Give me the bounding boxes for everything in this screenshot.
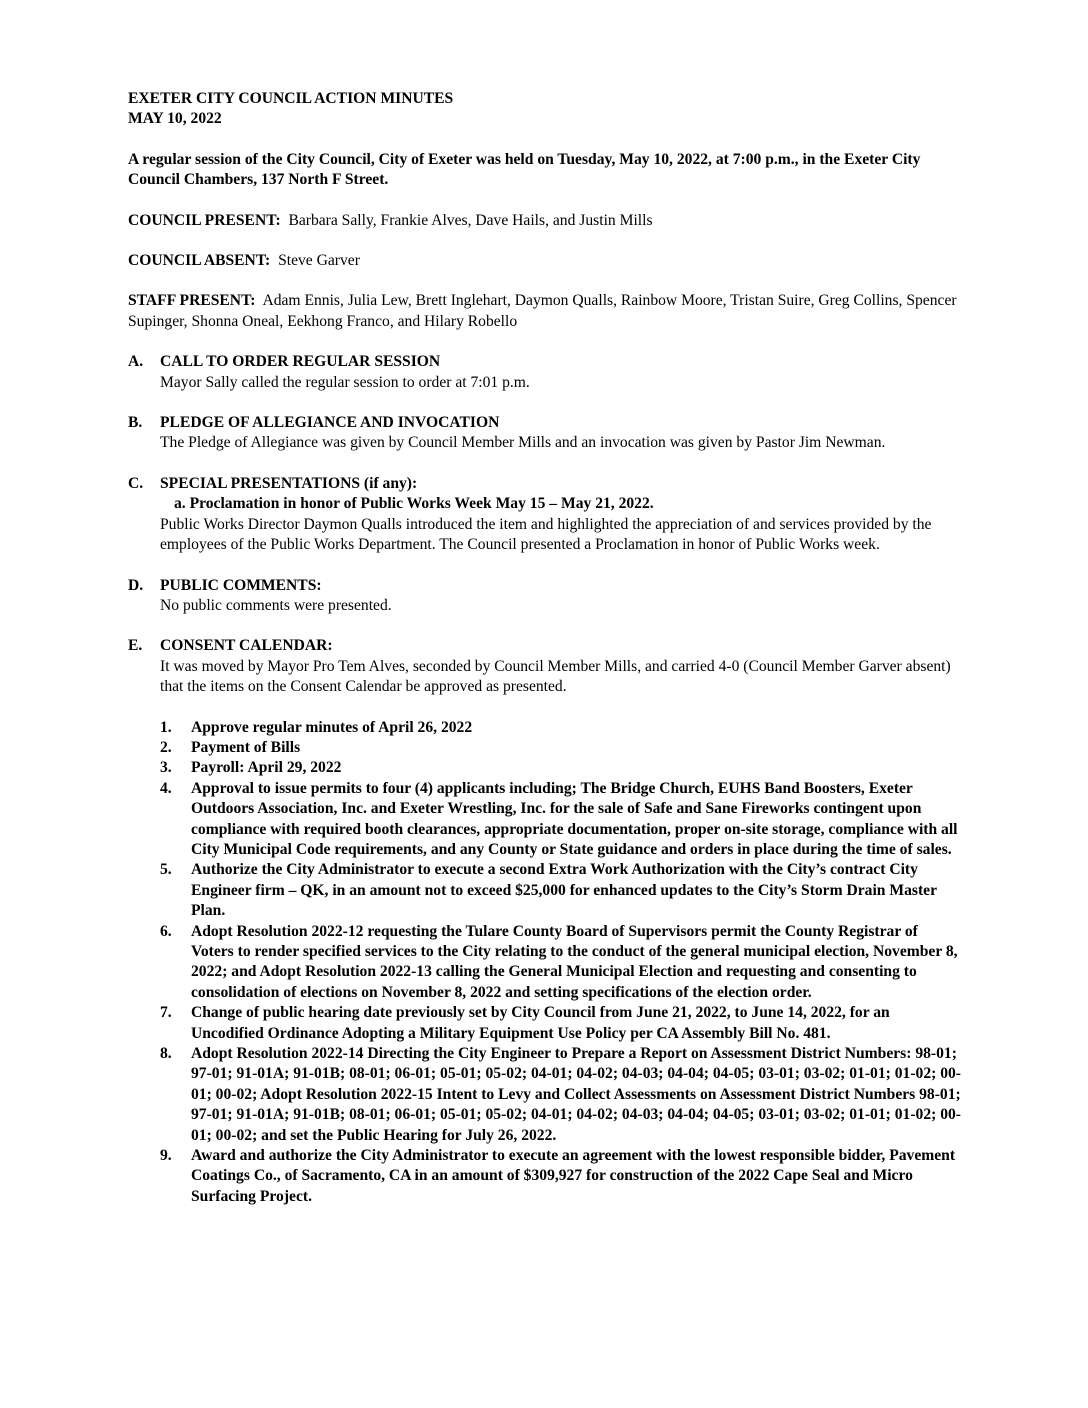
item-text: Payment of Bills [191,738,301,756]
section-d-title: PUBLIC COMMENTS: [160,576,322,594]
section-c-letter: C. [128,474,144,492]
proclamation-subheading: a. Proclamation in honor of Public Works Week May 15 – May 21, 2022. [174,495,654,513]
council-absent [128,251,964,271]
title-line-1: EXETER CITY COUNCIL ACTION MINUTES [128,90,454,107]
section-b [128,413,964,454]
item-number: 6. [160,922,172,940]
council-absent-label: COUNCIL ABSENT: [128,252,271,270]
item-number: 2. [160,738,172,756]
staff-present-label: STAFF PRESENT: [128,292,256,310]
section-c [128,474,964,556]
section-d-heading [128,576,964,596]
item-text: Authorize the City Administrator to execute a second Extra Work Authorization with the City’s contract City Engineer firm – QK, in an amount not to exceed $25,000 for enhanced updates to the City’s Storm Drain Master Plan. [191,861,937,920]
consent-calendar-list [160,718,964,1208]
section-e [128,636,964,1207]
item-number: 1. [160,718,172,736]
section-a-title: CALL TO ORDER REGULAR SESSION [160,353,441,371]
list-item [160,738,964,758]
item-number: 8. [160,1045,172,1063]
item-text: Adopt Resolution 2022-14 Directing the City Engineer to Prepare a Report on Assessment District Numbers: 98-01; 97-01; 91-01A; 91-01B; 08-01; 06-01; 05-01; 05-02; 04-01; 04-02; 04-03; 04-04; 04-05; 03-01; 03-02; 01-01; 01-02; 00-01; 00-02; Adopt Resolution 2022-15 Intent to Levy and Collect Assessments on Assessment District Numbers 98-01; 97-01; 91-01A; 91-01B; 08-01; 06-01; 05-01; 05-02; 04-01; 04-02; 04-03; 04-04; 04-05; 03-01; 03-02; 01-01; 01-02; 00-01; 00-02; and set the Public Hearing for July 26, 2022. [191,1045,961,1144]
section-e-body: It was moved by Mayor Pro Tem Alves, seconded by Council Member Mills, and carried 4-0 (Council Member Garver absent) that the items on the Consent Calendar be approved as presented. [160,657,951,696]
section-c-heading [128,474,964,494]
item-text: Approve regular minutes of April 26, 2022 [191,718,473,736]
item-text: Award and authorize the City Administrator to execute an agreement with the lowest responsible bidder, Pavement Coatings Co., of Sacramento, CA in an amount of $309,927 for construction of the 2022 Cape Seal and Micro Surfacing Project. [191,1147,956,1205]
council-present [128,211,964,231]
list-item [160,1003,964,1044]
session-intro: A regular session of the City Council, City of Exeter was held on Tuesday, May 10, 2022, at 7:00 p.m., in the Exeter City Council Chambers, 137 North F Street. [128,150,921,189]
item-number: 3. [160,759,172,777]
section-c-content [160,494,964,555]
document-title [128,89,964,130]
item-number: 9. [160,1147,172,1165]
section-e-heading [128,636,964,656]
item-number: 7. [160,1004,172,1022]
list-item [160,1044,964,1146]
item-text: Change of public hearing date previously set by City Council from June 21, 2022, to June 14, 2022, for an Uncodified Ordinance Adopting a Military Equipment Use Policy per CA Assembly Bill No. 481. [191,1004,890,1042]
section-b-heading [128,413,964,433]
section-d-letter: D. [128,576,144,594]
item-text: Approval to issue permits to four (4) applicants including; The Bridge Church, EUHS Band Boosters, Exeter Outdoors Association, Inc. and Exeter Wrestling, Inc. for the sale of Safe and Sane Fireworks contingent upon compliance with required booth clearances, appropriate documentation, proper on-site storage, compliance with all City Municipal Code requirements, and any County or State guidance and orders in place during the time of sales. [191,779,958,858]
section-d [128,576,964,617]
council-present-value: Barbara Sally, Frankie Alves, Dave Hails, and Justin Mills [288,211,653,229]
section-e-letter: E. [128,637,143,655]
section-a [128,352,964,393]
list-item [160,718,964,738]
list-item [160,758,964,778]
staff-present [128,291,964,332]
council-absent-value: Steve Garver [278,252,360,270]
section-e-title: CONSENT CALENDAR: [160,637,333,655]
item-text: Adopt Resolution 2022-12 requesting the Tulare County Board of Supervisors permit the County Registrar of Voters to render specified services to the City relating to the conduct of the general municipal election, November 8, 2022; and Adopt Resolution 2022-13 calling the General Municipal Election and requesting and consenting to consolidation of elections on November 8, 2022 and setting specifications of the election order. [191,922,958,1001]
item-text: Payroll: April 29, 2022 [191,759,342,777]
section-b-title: PLEDGE OF ALLEGIANCE AND INVOCATION [160,414,500,432]
list-item [160,922,964,1004]
minutes-content [128,89,964,1207]
list-item [160,860,964,921]
staff-present-value: Adam Ennis, Julia Lew, Brett Inglehart, Daymon Qualls, Rainbow Moore, Tristan Suire, Greg Collins, Spencer Supinger, Shonna Oneal, Eekhong Franco, and Hilary Robello [128,292,957,330]
list-item [160,1146,964,1207]
section-b-body: The Pledge of Allegiance was given by Council Member Mills and an invocation was given by Pastor Jim Newman. [160,434,886,452]
section-c-body: Public Works Director Daymon Qualls introduced the item and highlighted the appreciation of and services provided by the employees of the Public Works Department. The Council presented a Proclamation in honor of Public Works week. [160,515,932,554]
section-d-body: No public comments were presented. [160,596,392,614]
item-number: 5. [160,861,172,879]
section-c-title: SPECIAL PRESENTATIONS (if any): [160,474,418,492]
item-number: 4. [160,779,172,797]
section-a-body: Mayor Sally called the regular session to order at 7:01 p.m. [160,373,530,391]
section-b-letter: B. [128,414,143,432]
council-present-label: COUNCIL PRESENT: [128,211,281,229]
list-item [160,779,964,861]
section-a-letter: A. [128,353,144,371]
title-line-2: MAY 10, 2022 [128,110,222,128]
section-a-heading [128,352,964,372]
